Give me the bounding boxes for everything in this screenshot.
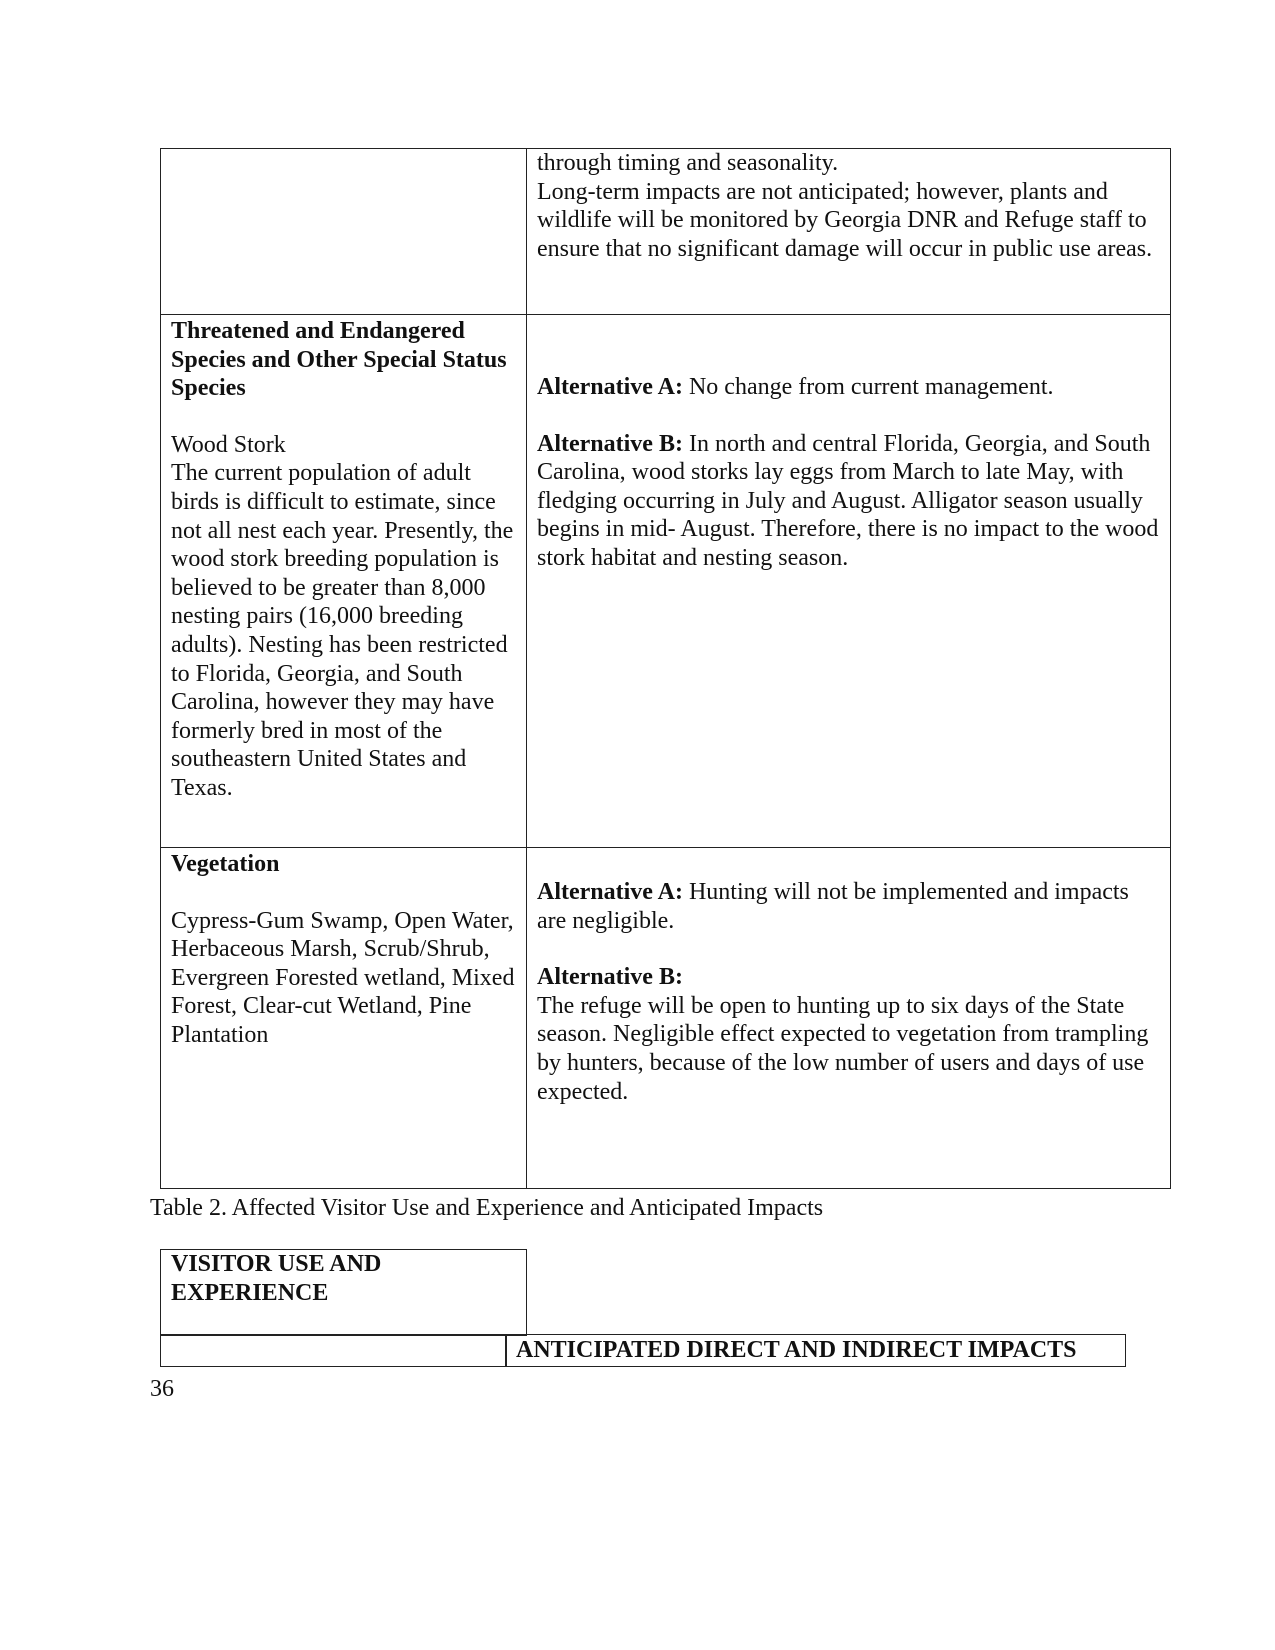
table-cell xyxy=(161,315,527,848)
table-cell xyxy=(527,315,1171,848)
table-cell xyxy=(516,1336,1077,1365)
column-header-impacts: ANTICIPATED DIRECT AND INDIRECT IMPACTS xyxy=(516,1337,1077,1363)
table-cell xyxy=(527,848,1171,1189)
table-cell xyxy=(527,149,1171,315)
table-cell xyxy=(161,149,527,315)
page-number: 36 xyxy=(150,1376,174,1402)
alternative-a: Alternative A: Hunting will not be implemented and impacts are negligible. xyxy=(537,879,1129,934)
row-heading: Vegetation xyxy=(171,851,280,877)
cell-text: through timing and seasonality. xyxy=(537,150,839,176)
impacts-table xyxy=(160,148,1171,1189)
alternative-b: The refuge will be open to hunting up to six days of the State season. Negligible effect expected to vegetation from trampling by hunters, because of the low number of users and days of use expected. xyxy=(537,992,1149,1105)
cell-text: The current population of adult birds is difficult to estimate, since not all nest each year. Presently, the wood stork breeding population is believed to be greater than 8,000 nesting pairs (16,000 breeding adults). Nesting has been restricted to Florida, Georgia, and South Carolina, however they may have formerly bred in most of the southeastern United States and Texas. xyxy=(171,460,514,801)
table-row xyxy=(161,149,1171,315)
alternative-b-label: Alternative B: xyxy=(537,964,683,991)
table-cell xyxy=(161,848,527,1189)
table-row xyxy=(161,315,1171,848)
alternative-b: Alternative B: In north and central Florida, Georgia, and South Carolina, wood storks lay eggs from March to late May, with fledging occurring in July and August. Alligator season usually begins in mid- August. Therefore, there is no impact to the wood stork habitat and nesting season. xyxy=(537,430,1159,571)
row-heading: Threatened and Endangered Species and Other Special Status Species xyxy=(171,318,507,402)
cell-text: Cypress-Gum Swamp, Open Water, Herbaceous Marsh, Scrub/Shrub, Evergreen Forested wetland, Mixed Forest, Clear-cut Wetland, Pine Plantation xyxy=(171,907,515,1048)
column-header-visitor-use: VISITOR USE AND EXPERIENCE xyxy=(171,1251,382,1306)
table-row xyxy=(161,848,1171,1189)
table-caption: Table 2. Affected Visitor Use and Experience and Anticipated Impacts xyxy=(150,1195,824,1221)
cell-divider xyxy=(505,1334,507,1367)
cell-text: Long-term impacts are not anticipated; however, plants and wildlife will be monitored by Georgia DNR and Refuge staff to ensure that no significant damage will occur in public use areas. xyxy=(537,178,1153,262)
table-cell xyxy=(160,1249,527,1336)
alternative-a: Alternative A: No change from current management. xyxy=(537,374,1054,400)
species-name: Wood Stork xyxy=(171,431,286,458)
